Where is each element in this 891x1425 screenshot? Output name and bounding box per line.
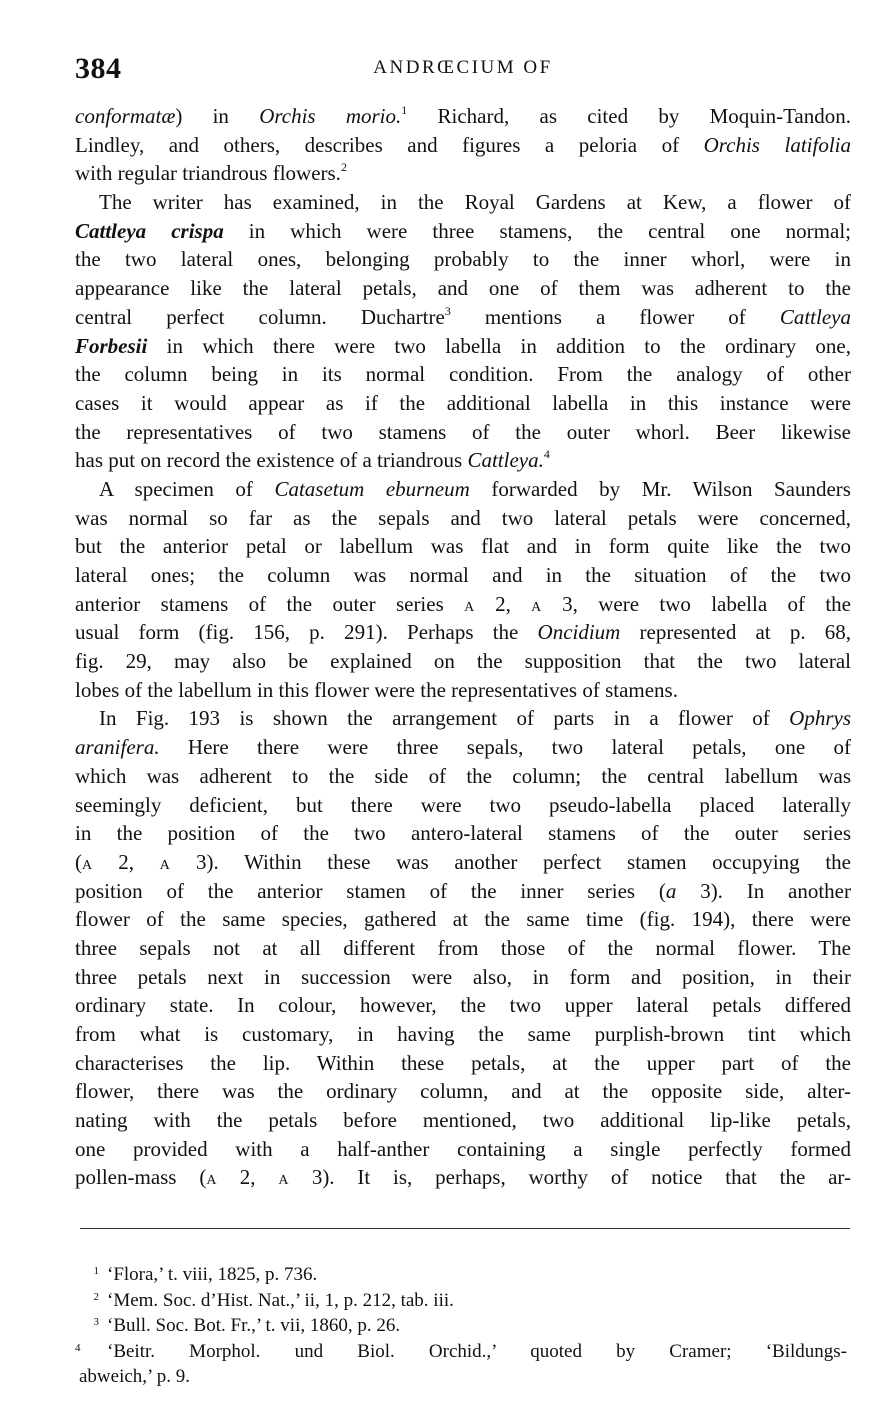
text-run: central perfect column. Duchartre — [75, 304, 445, 329]
text-run: lateral ones; the column was normal and in the situation of the two — [75, 563, 851, 587]
text-line — [75, 504, 851, 533]
text-run: forwarded by Mr. Wilson Saunders — [469, 476, 851, 501]
text-run: In Fig. 193 is shown the arrangement of parts in a flower of — [99, 706, 790, 731]
text-line — [75, 131, 851, 160]
body-text — [75, 102, 851, 1192]
text-run: anterior stamens of the outer series — [75, 591, 465, 616]
text-run: appearance like the lateral petals, and one of them was adherent to the — [75, 276, 851, 301]
text-run: 3, were two labella of the — [541, 591, 851, 616]
text-run: usual form (fig. 156, p. 291). Perhaps the — [75, 620, 538, 645]
text-line — [75, 1163, 851, 1192]
italic-text: Orchis morio. — [259, 104, 402, 128]
italic-text: Orchis latifolia — [703, 132, 851, 157]
text-line — [75, 303, 851, 332]
small-caps-text: A — [464, 599, 475, 615]
text-line — [75, 1020, 851, 1049]
text-run: flower of the same species, gathered at the same time (fig. 194), there were — [75, 907, 851, 932]
text-run: three petals next in succession were also, in form and position, in their — [75, 964, 851, 989]
text-line — [75, 159, 851, 188]
italic-text: Oncidium — [537, 620, 621, 645]
text-run: but the anterior petal or labellum was flat and in form quite like the two — [75, 534, 851, 559]
text-line — [75, 418, 851, 447]
footnote-ref: 4 — [543, 447, 550, 462]
text-run: the column being in its normal condition. From the analogy of other — [75, 362, 851, 387]
text-run: Lindley, and others, describes and figures a peloria of — [75, 132, 704, 157]
text-run: one provided with a half-anther containing a single perfectly formed — [75, 1136, 851, 1161]
footnote-rule — [80, 1228, 850, 1229]
text-run: 3). In another — [676, 878, 851, 903]
footnote: 1 ‘Flora,’ t. viii, 1825, p. 736. — [93, 1264, 318, 1285]
text-line — [75, 762, 851, 791]
text-line — [75, 877, 851, 906]
text-run: position of the anterior stamen of the inner series ( — [75, 878, 666, 903]
footnote-text: ‘Flora,’ t. viii, 1825, p. 736. — [107, 1264, 318, 1285]
italic-text: Cattleya. — [467, 448, 544, 473]
text-run: Richard, as cited by Moquin-Tandon. — [407, 104, 852, 128]
text-line — [75, 274, 851, 303]
text-run: Here there were three sepals, two lateral petals, one of — [159, 735, 851, 760]
text-line — [75, 647, 851, 676]
text-line — [75, 561, 851, 590]
text-line — [75, 618, 851, 647]
italic-text: conformatæ — [75, 104, 176, 128]
page-number: 384 — [75, 52, 122, 85]
text-run: A specimen of — [99, 476, 275, 501]
text-line — [75, 1135, 851, 1164]
text-run: in which were three stamens, the central one normal; — [223, 218, 852, 243]
text-line — [75, 704, 851, 733]
text-run: has put on record the existence of a triandrous — [75, 448, 468, 473]
footnote-ref: 3 — [444, 303, 451, 318]
footnotes — [75, 1262, 851, 1390]
text-line — [75, 332, 851, 361]
page-header — [75, 48, 851, 88]
text-line — [75, 389, 851, 418]
text-run: in which there were two labella in addition to the ordinary one, — [147, 333, 851, 358]
text-run: 2, — [474, 591, 532, 616]
text-run: 3). It is, perhaps, worthy of notice that the ar- — [288, 1165, 852, 1190]
small-caps-text: A — [159, 857, 171, 873]
text-run: The writer has examined, in the Royal Gardens at Kew, a flower of — [99, 190, 851, 215]
text-run: three sepals not at all different from those of the normal flower. The — [75, 935, 851, 960]
italic-text: Catasetum eburneum — [274, 476, 470, 501]
text-run: the two lateral ones, belonging probably to the inner whorl, were in — [75, 247, 851, 272]
small-caps-text: A — [531, 599, 542, 615]
text-line — [75, 1077, 851, 1106]
italic-text: a — [665, 878, 677, 903]
text-line — [75, 360, 851, 389]
text-run: represented at p. 68, — [620, 620, 851, 645]
text-run: was normal so far as the sepals and two lateral petals were concerned, — [75, 505, 851, 530]
text-line — [75, 532, 851, 561]
text-line — [75, 1049, 851, 1078]
text-run: 2, — [92, 849, 160, 874]
footnote-text: ‘Mem. Soc. d’Hist. Nat.,’ ii, 1, p. 212, tab. iii. — [107, 1289, 454, 1311]
italic-text: Ophrys — [789, 706, 851, 731]
footnote-ref: 1 — [401, 103, 408, 117]
running-head: ANDRŒCIUM OF — [373, 57, 553, 78]
small-caps-text: A — [278, 1173, 289, 1189]
small-caps-text: A — [82, 857, 93, 873]
text-run: fig. 29, may also be explained on the supposition that the two lateral — [75, 649, 851, 674]
bold-italic-text: Forbesii — [75, 333, 148, 358]
text-run: from what is customary, in having the same purplish-brown tint which — [75, 1022, 851, 1046]
text-run: ordinary state. In colour, however, the two upper lateral petals differed — [75, 993, 851, 1018]
text-line — [75, 590, 851, 619]
footnote: 2 ‘Mem. Soc. d’Hist. Nat.,’ ii, 1, p. 212, tab. iii. — [93, 1289, 454, 1311]
text-run: lobes of the labellum in this flower were the representatives of stamens. — [75, 677, 678, 702]
footnote-ref: 2 — [340, 160, 347, 175]
text-line — [75, 819, 851, 848]
text-run: with regular triandrous flowers. — [75, 161, 341, 186]
text-run: which was adherent to the side of the column; the central labellum was — [75, 763, 851, 788]
text-run: ( — [75, 849, 82, 874]
text-line — [75, 991, 851, 1020]
footnote-text: ‘Bull. Soc. Bot. Fr.,’ t. vii, 1860, p. 26. — [107, 1315, 401, 1336]
text-line — [75, 217, 851, 246]
italic-text: Cattleya — [779, 304, 851, 329]
text-line — [75, 676, 851, 705]
text-line — [75, 245, 851, 274]
text-line — [75, 446, 851, 475]
text-run: flower, there was the ordinary column, and at the opposite side, alter- — [75, 1079, 851, 1104]
text-line — [75, 963, 851, 992]
text-run: ) in — [175, 104, 260, 128]
footnote-text: ‘Beitr. Morphol. und Biol. Orchid.,’ quoted by Cramer; ‘Bildungs- — [107, 1340, 847, 1362]
text-run: cases it would appear as if the additional labella in this instance were — [75, 390, 851, 415]
text-run: nating with the petals before mentioned, two additional lip-like petals, — [75, 1108, 851, 1133]
footnote: 3 ‘Bull. Soc. Bot. Fr.,’ t. vii, 1860, p. 26. — [93, 1315, 401, 1336]
footnote-text: abweich,’ p. 9. — [79, 1366, 190, 1387]
text-line — [75, 102, 851, 131]
text-run: 3). Within these was another perfect stamen occupying the — [170, 849, 851, 874]
text-line — [75, 475, 851, 504]
footnote — [75, 1364, 851, 1390]
text-line — [75, 733, 851, 762]
text-line — [75, 1106, 851, 1135]
text-line — [75, 934, 851, 963]
text-run: the representatives of two stamens of the outer whorl. Beer likewise — [75, 419, 851, 444]
footnote: 4 ‘Beitr. Morphol. und Biol. Orchid.,’ quoted by Cramer; ‘Bildungs- — [75, 1340, 847, 1362]
text-line — [75, 848, 851, 877]
italic-text: aranifera. — [75, 735, 160, 760]
text-line — [75, 188, 851, 217]
bold-italic-text: Cattleya crispa — [75, 218, 224, 243]
small-caps-text: A — [206, 1173, 217, 1189]
text-run: in the position of the two antero-lateral stamens of the outer series — [75, 821, 851, 846]
text-run: 2, — [216, 1165, 279, 1190]
text-run: mentions a flower of — [450, 304, 780, 329]
text-run: characterises the lip. Within these petals, at the upper part of the — [75, 1050, 851, 1075]
text-line — [75, 905, 851, 934]
text-line — [75, 791, 851, 820]
text-run: seemingly deficient, but there were two pseudo-labella placed laterally — [75, 792, 851, 817]
text-run: pollen-mass ( — [75, 1165, 207, 1190]
